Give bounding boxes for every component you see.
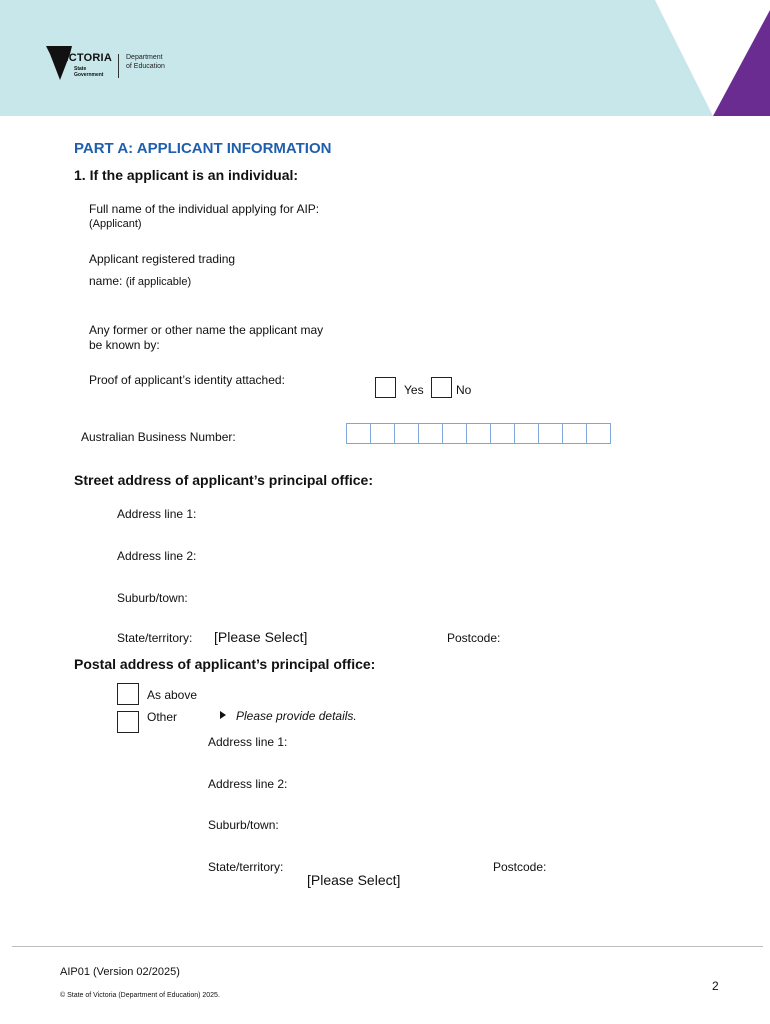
proof-yes-checkbox[interactable]	[375, 377, 396, 398]
postal-address-heading: Postal address of applicant’s principal office:	[74, 656, 376, 672]
department-line2: of Education	[126, 63, 165, 70]
trading-name-note: (if applicable)	[125, 276, 192, 288]
street-address2-label: Address line 2:	[117, 549, 197, 563]
provide-details-note: Please provide details.	[236, 709, 357, 723]
street-state-select[interactable]: [Please Select]	[214, 629, 308, 645]
street-address1-label: Address line 1:	[117, 507, 197, 521]
abn-digit-cell[interactable]	[586, 423, 611, 444]
trading-name-label-name: name:	[89, 274, 123, 288]
as-above-checkbox[interactable]	[117, 683, 139, 705]
as-above-label: As above	[147, 688, 198, 702]
abn-digit-cell[interactable]	[562, 423, 587, 444]
street-state-label: State/territory:	[117, 631, 193, 645]
part-a-title: PART A: APPLICANT INFORMATION	[74, 140, 332, 157]
abn-digit-cell[interactable]	[394, 423, 419, 444]
trading-name-label: Applicant registered trading	[89, 252, 236, 266]
logo-brand-text: VICTORIA	[58, 52, 112, 64]
full-name-sublabel: (Applicant)	[89, 218, 142, 230]
postal-postcode-label: Postcode:	[493, 860, 547, 874]
full-name-label: Full name of the individual applying for AIP:	[89, 202, 320, 216]
other-checkbox[interactable]	[117, 711, 139, 733]
page-number: 2	[712, 979, 719, 993]
former-name-label-2: be known by:	[89, 338, 160, 352]
other-label: Other	[147, 710, 178, 724]
abn-digit-cell[interactable]	[418, 423, 443, 444]
proof-identity-label: Proof of applicant’s identity attached:	[89, 373, 285, 387]
caret-right-icon	[220, 711, 226, 719]
postal-state-label: State/territory:	[208, 860, 284, 874]
footer-version: AIP01 (Version 02/2025)	[60, 966, 180, 978]
trading-name-label-2	[89, 274, 191, 288]
abn-digit-cell[interactable]	[466, 423, 491, 444]
abn-digit-cell[interactable]	[538, 423, 563, 444]
postal-state-select[interactable]: [Please Select]	[307, 872, 401, 888]
logo-divider	[118, 54, 119, 78]
street-suburb-label: Suburb/town:	[117, 591, 188, 605]
victoria-government-logo	[46, 44, 186, 84]
logo-sub-line1: State	[74, 66, 87, 72]
abn-digit-cell[interactable]	[346, 423, 371, 444]
postal-address1-label: Address line 1:	[208, 735, 288, 749]
section1-heading: 1. If the applicant is an individual:	[74, 167, 299, 183]
abn-digit-cell[interactable]	[442, 423, 467, 444]
postal-address2-label: Address line 2:	[208, 777, 288, 791]
department-line1: Department	[126, 54, 163, 61]
street-postcode-label: Postcode:	[447, 631, 501, 645]
proof-no-label: No	[456, 383, 472, 397]
postal-suburb-label: Suburb/town:	[208, 818, 279, 832]
street-address-heading: Street address of applicant’s principal office:	[74, 472, 373, 488]
abn-digit-cell[interactable]	[490, 423, 515, 444]
abn-digit-cell[interactable]	[514, 423, 539, 444]
footer-rule	[12, 946, 763, 947]
abn-input-grid[interactable]	[347, 423, 611, 444]
logo-sub-line2: Government	[74, 72, 104, 78]
proof-no-checkbox[interactable]	[431, 377, 452, 398]
proof-yes-label: Yes	[404, 383, 424, 397]
abn-digit-cell[interactable]	[370, 423, 395, 444]
footer-copyright: © State of Victoria (Department of Education) 2025.	[60, 992, 220, 999]
abn-label: Australian Business Number:	[81, 430, 236, 444]
former-name-label: Any former or other name the applicant may	[89, 323, 324, 337]
